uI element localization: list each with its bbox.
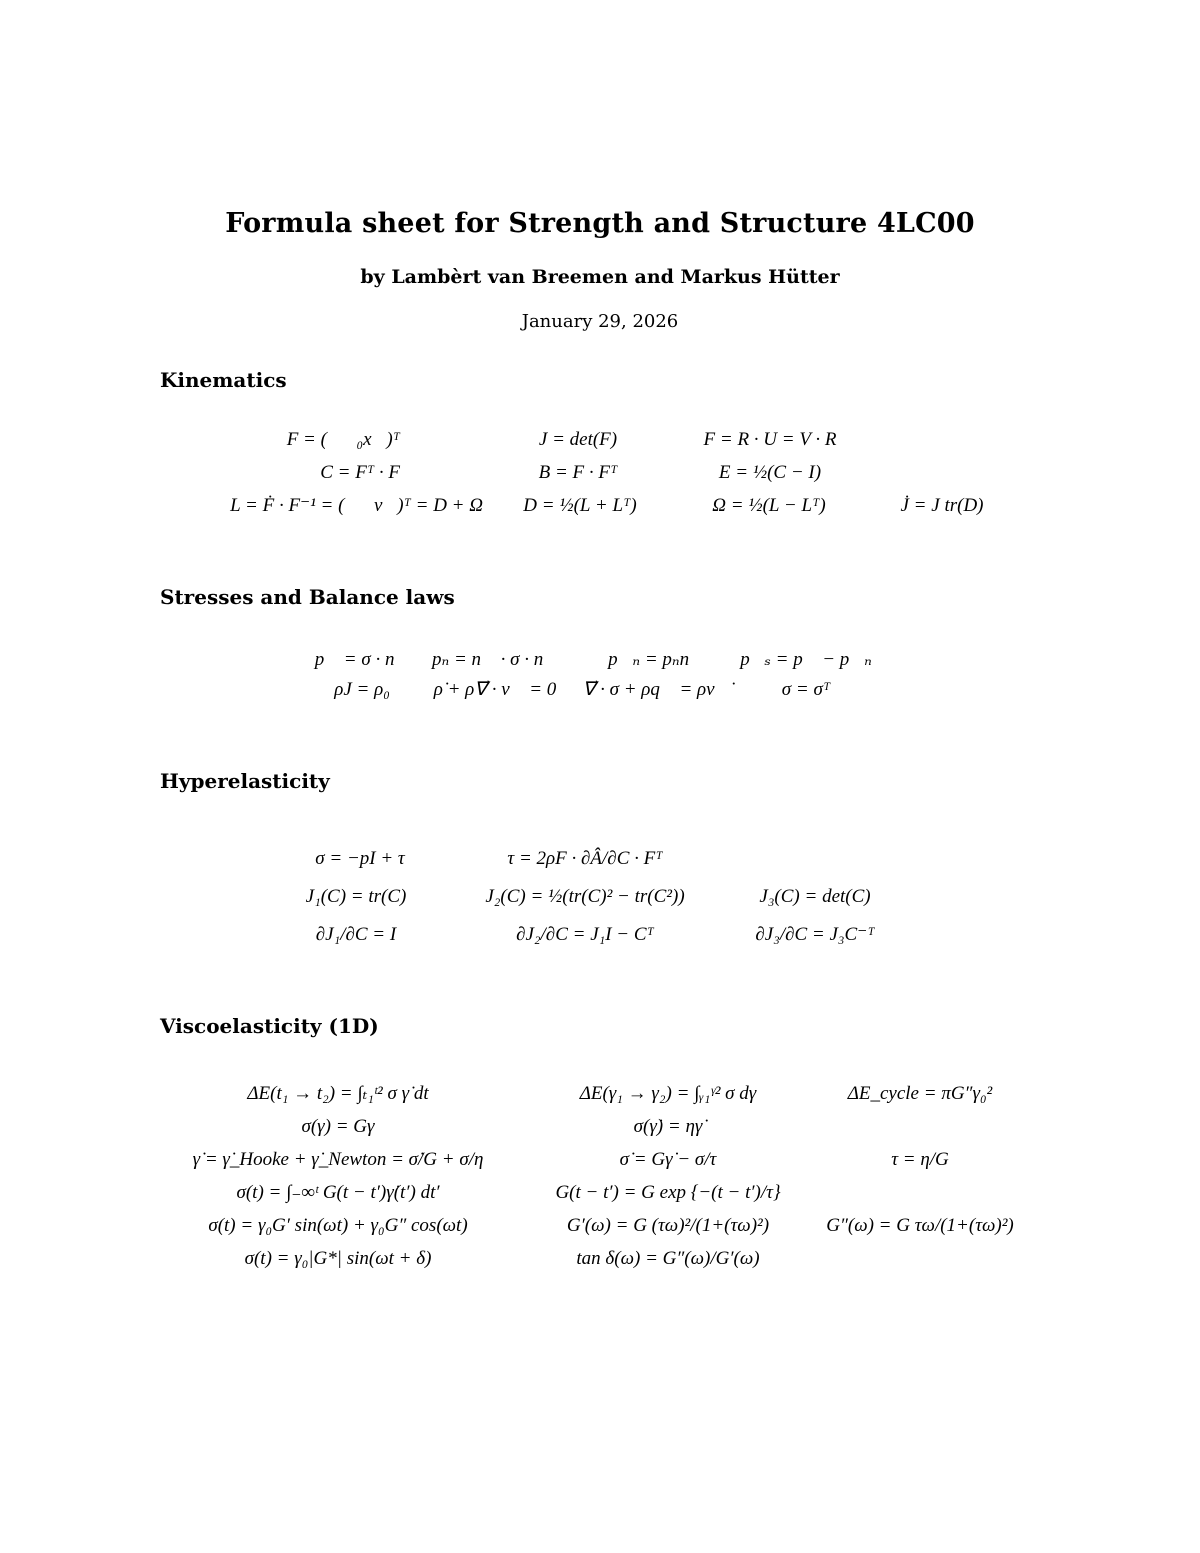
equation: σ(t) = γ₀|G*| sin(ωt + δ)	[244, 1248, 432, 1269]
equation: J₃(C) = det(C)	[759, 886, 871, 907]
equation: J = det(F)	[538, 429, 618, 450]
equation: ∂J₁/∂C = I	[315, 924, 397, 945]
equation: F = (∇⃗₀x⃗)ᵀ	[286, 429, 400, 450]
equation: tan δ(ω) = G″(ω)/G′(ω)	[576, 1248, 760, 1269]
document-title: Formula sheet for Strength and Structure 4LC00	[225, 208, 975, 239]
equation: Ω = ½(L − Lᵀ)	[712, 495, 826, 516]
equation: σ = −pI + τ	[315, 848, 405, 869]
equation: ∇⃗ · σ + ρq⃗ = ρv⃗̇	[582, 679, 730, 700]
equation: ΔE(γ₁ → γ₂) = ∫ᵧ₁ᵞ² σ dγ	[579, 1083, 757, 1104]
equation: γ̇ = γ̇_Hooke + γ̇_Newton = σ̇/G + σ/η	[192, 1149, 484, 1170]
equation: σ(t) = γ₀G′ sin(ωt) + γ₀G″ cos(ωt)	[208, 1215, 468, 1236]
equation: σ(γ̇) = ηγ̇	[633, 1116, 703, 1137]
equation: G′(ω) = G (τω)²/(1+(τω)²)	[566, 1215, 770, 1236]
equation: L = Ḟ · F⁻¹ = (∇⃗v⃗)ᵀ = D + Ω	[230, 495, 483, 516]
equation: ∂J₂/∂C = J₁I − Cᵀ	[516, 924, 654, 945]
equation: σ = σᵀ	[781, 679, 831, 700]
equation: D = ½(L + Lᵀ)	[523, 495, 637, 516]
heading-viscoelasticity: Viscoelasticity (1D)	[160, 1014, 379, 1038]
equation: J₂(C) = ½(tr(C)² − tr(C²))	[485, 886, 685, 907]
equation: σ(γ) = Gγ	[301, 1116, 375, 1137]
document-authors: by Lambèrt van Breemen and Markus Hütter	[360, 266, 840, 288]
equation: J₁(C) = tr(C)	[305, 886, 407, 907]
equation: τ = 2ρF · ∂Â/∂C · Fᵀ	[507, 848, 663, 869]
equation: p⃗ = σ · n⃗	[314, 649, 410, 670]
equation: p⃗ₙ = pₙn⃗	[608, 649, 704, 670]
equation: ∂J₃/∂C = J₃C⁻ᵀ	[755, 924, 875, 945]
equation: G(t − t′) = G exp {−(t − t′)/τ}	[555, 1182, 781, 1203]
equation: E = ½(C − I)	[718, 462, 822, 483]
equation: pₙ = n⃗ · σ · n⃗	[432, 649, 558, 670]
heading-stresses: Stresses and Balance laws	[160, 585, 455, 609]
document-date: January 29, 2026	[521, 311, 679, 332]
equation: ρ̇ + ρ∇⃗ · v⃗ = 0	[433, 679, 557, 700]
equation: ΔE(t₁ → t₂) = ∫ₜ₁ᵗ² σ γ̇ dt	[247, 1083, 429, 1104]
equation: p⃗ₛ = p⃗ − p⃗ₙ	[740, 649, 872, 670]
equation: F = R · U = V · R	[703, 429, 837, 450]
equation: σ(t) = ∫₋∞ᵗ G(t − t′)γ̇(t′) dt′	[236, 1182, 440, 1203]
equation: ΔE_cycle = πG″γ₀²	[847, 1083, 993, 1104]
equation: G″(ω) = G τω/(1+(τω)²)	[826, 1215, 1014, 1236]
equation: B = F · Fᵀ	[538, 462, 618, 483]
heading-hyperelasticity: Hyperelasticity	[160, 769, 330, 793]
equation: σ̇ = Gγ̇ − σ/τ	[619, 1149, 717, 1170]
equation: J̇ = J tr(D)	[900, 495, 984, 516]
equation: C = Fᵀ · F	[320, 462, 400, 483]
heading-kinematics: Kinematics	[160, 368, 287, 392]
equation: τ = η/G	[891, 1149, 949, 1170]
equation: ρJ = ρ₀	[334, 679, 390, 700]
